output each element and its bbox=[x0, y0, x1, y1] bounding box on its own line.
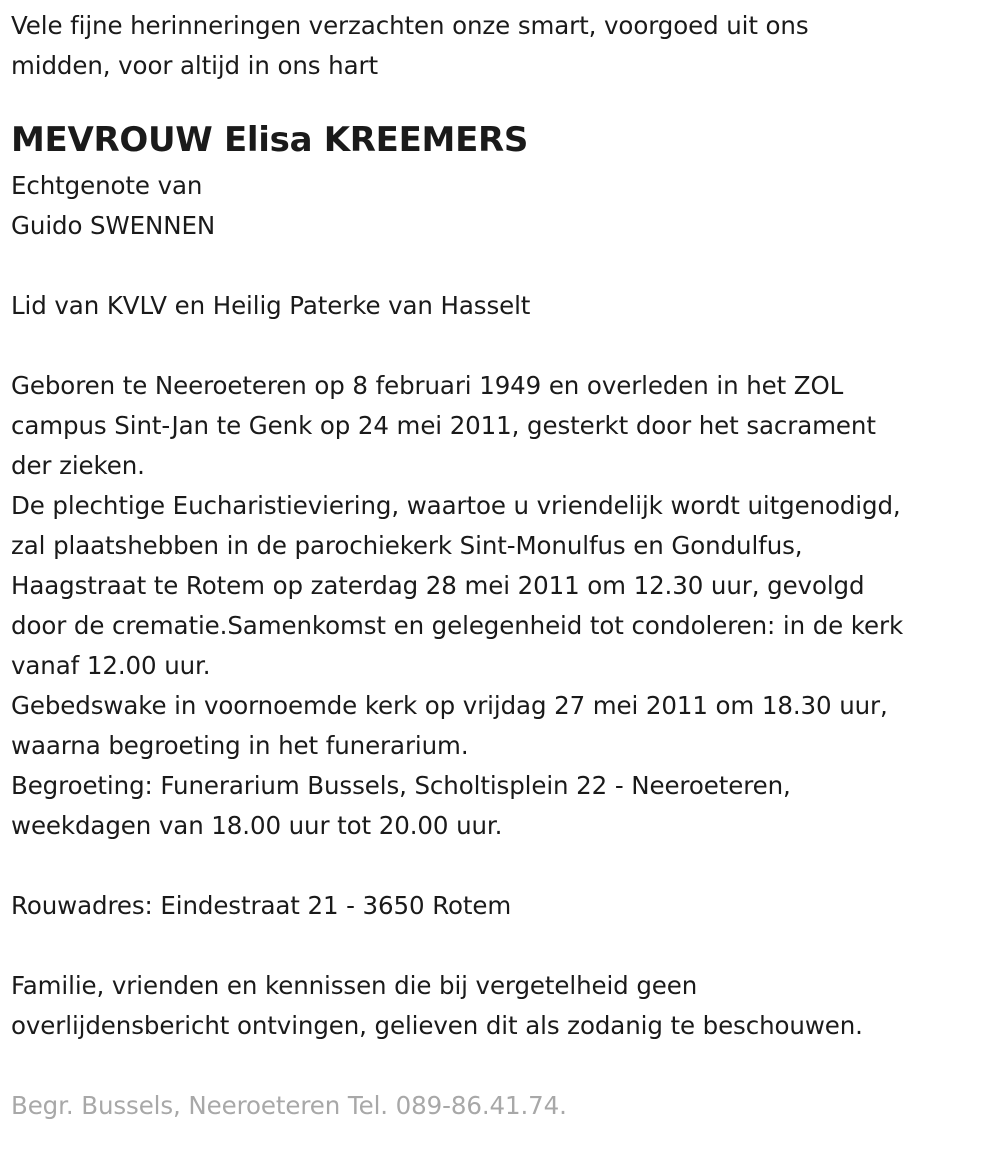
spacer bbox=[11, 926, 996, 966]
mourning-address: Rouwadres: Eindestraat 21 - 3650 Rotem bbox=[11, 891, 512, 920]
details-line: waarna begroeting in het funerarium. bbox=[11, 731, 469, 760]
spacer bbox=[11, 1046, 996, 1086]
details-line: der zieken. bbox=[11, 451, 145, 480]
funeral-home-footer: Begr. Bussels, Neeroeteren Tel. 089-86.41.74. bbox=[11, 1091, 567, 1120]
details-line: campus Sint-Jan te Genk op 24 mei 2011, gesterkt door het sacrament bbox=[11, 411, 876, 440]
deceased-name: MEVROUW Elisa KREEMERS bbox=[11, 120, 529, 160]
details-line: Begroeting: Funerarium Bussels, Scholtisplein 22 - Neeroeteren, bbox=[11, 771, 791, 800]
details-line: De plechtige Eucharistieviering, waartoe u vriendelijk wordt uitgenodigd, bbox=[11, 491, 901, 520]
details-line: Geboren te Neeroeteren op 8 februari 1949 en overleden in het ZOL bbox=[11, 371, 844, 400]
details-line: Gebedswake in voornoemde kerk op vrijdag 27 mei 2011 om 18.30 uur, bbox=[11, 691, 888, 720]
details-line: door de crematie.Samenkomst en gelegenheid tot condoleren: in de kerk bbox=[11, 611, 904, 640]
notice-line-2: overlijdensbericht ontvingen, gelieven dit als zodanig te beschouwen. bbox=[11, 1011, 863, 1040]
details-line: vanaf 12.00 uur. bbox=[11, 651, 211, 680]
notice-line-1: Familie, vrienden en kennissen die bij vergetelheid geen bbox=[11, 971, 698, 1000]
obituary-document bbox=[11, 6, 996, 1126]
details-line: weekdagen van 18.00 uur tot 20.00 uur. bbox=[11, 811, 503, 840]
details-line: zal plaatshebben in de parochiekerk Sint-Monulfus en Gondulfus, bbox=[11, 531, 803, 560]
spouse-line-2: Guido SWENNEN bbox=[11, 211, 216, 240]
details-line: Haagstraat te Rotem op zaterdag 28 mei 2011 om 12.30 uur, gevolgd bbox=[11, 571, 865, 600]
intro-line-1: Vele fijne herinneringen verzachten onze smart, voorgoed uit ons bbox=[11, 11, 809, 40]
spacer bbox=[11, 846, 996, 886]
intro-line-2: midden, voor altijd in ons hart bbox=[11, 51, 378, 80]
spacer bbox=[11, 326, 996, 366]
spacer bbox=[11, 246, 996, 286]
spouse-line-1: Echtgenote van bbox=[11, 171, 203, 200]
membership-line: Lid van KVLV en Heilig Paterke van Hasselt bbox=[11, 291, 531, 320]
